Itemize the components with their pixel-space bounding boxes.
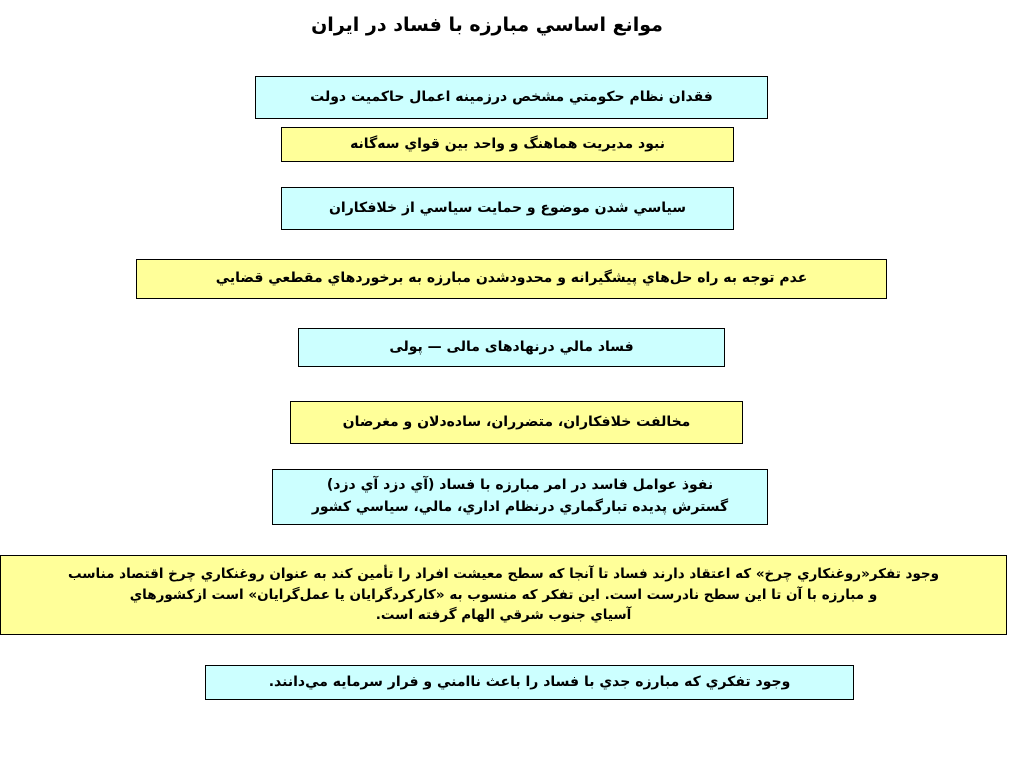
obstacle-box-2: [281, 127, 734, 162]
obstacle-box-4: [136, 259, 887, 299]
obstacle-box-8: [0, 555, 1007, 635]
obstacle-text-line-1: وجود تفكر«روغنكاري چرخ» كه اعتقاد دارند فساد تا آنجا كه سطح معيشت افراد را تأمين كند به عنوان روغنكاري چرخ اقتصاد مناسب: [67, 565, 940, 582]
obstacle-text: سياسي شدن موضوع و حمايت سياسي از خلافكاران: [328, 199, 687, 216]
obstacle-text: نبود مديريت هماهنگ و واحد بين قواي سه‌گانه: [350, 135, 665, 152]
obstacle-text: فقدان نظام حكومتي مشخص درزمينه اعمال حاكميت دولت: [310, 88, 713, 105]
obstacle-text: مخالفت خلافكاران، متضرران، ساده‌دلان و مغرضان: [342, 413, 691, 430]
obstacle-box-6: [290, 401, 743, 444]
obstacle-text: وجود تفكري كه مبارزه جدي با فساد را باعث ناامني و فرار سرمايه مي‌دانند.: [268, 673, 791, 690]
obstacle-text: فساد مالي درنهادهای مالی — پولی: [389, 338, 634, 355]
obstacle-box-1: [255, 76, 768, 119]
obstacle-box-5: [298, 328, 725, 367]
obstacle-text-line-3: آسياي جنوب شرقي الهام گرفته است.: [375, 607, 632, 624]
page-title: موانع اساسي مبارزه با فساد در ايران: [311, 14, 663, 36]
obstacle-text: عدم توجه به راه حل‌هاي پيشگيرانه و محدودشدن مبارزه به برخوردهاي مقطعي قضايي: [215, 270, 808, 287]
obstacle-text-line-2: گسترش پديده تبارگماري درنظام اداري، مالي، سياسي كشور: [311, 499, 729, 515]
obstacle-text-line-1: نفوذ عوامل فاسد در امر مبارزه با فساد (آي دزد آي دزد): [326, 477, 714, 494]
obstacle-box-9: [205, 665, 854, 700]
obstacle-box-3: [281, 187, 734, 230]
obstacle-box-7: [272, 469, 768, 525]
obstacle-text-line-2: و مبارزه با آن تا اين سطح نادرست است. اين تفكر كه منسوب به «كاركردگرايان يا عمل‌گرايان» است ازكشورهاي: [129, 586, 878, 603]
